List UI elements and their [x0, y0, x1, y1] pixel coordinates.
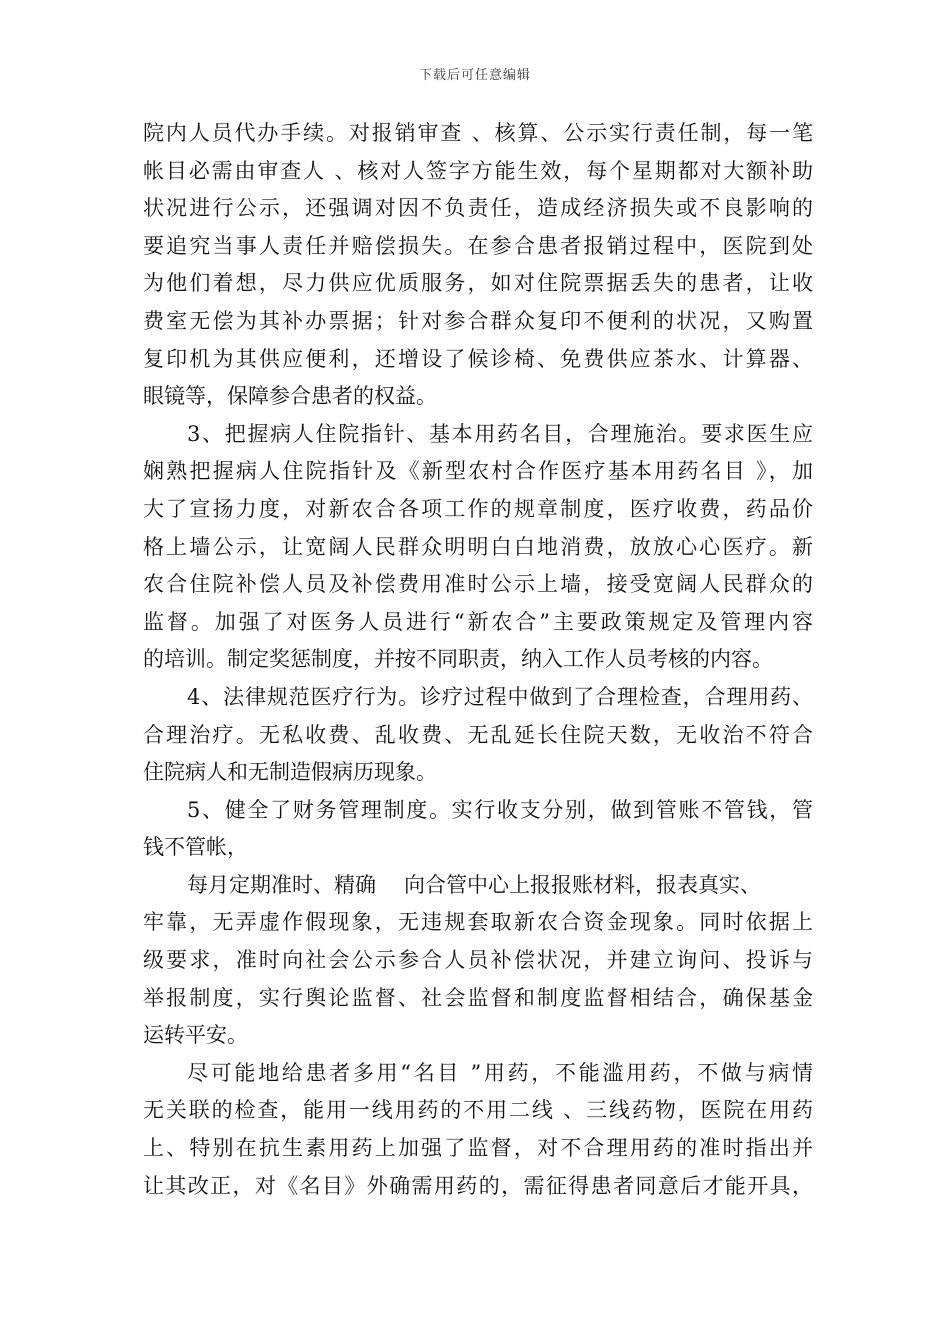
paragraph-start-line — [143, 867, 813, 905]
text-line: 上、特别在抗生素用药上加强了监督，对不合理用药的准时指出并 — [143, 1136, 813, 1161]
text-line: 钱不管帐， — [143, 835, 248, 860]
text-line: 运转平安。 — [143, 1023, 248, 1048]
paragraph-start-line: 3、把握病人住院指针、基本用药名目，合理施治。要求医生应 — [187, 421, 813, 446]
text-line: 农合住院补偿人员及补偿费用准时公示上墙，接受宽阔人民群众的 — [143, 572, 813, 597]
document-body — [143, 115, 813, 1205]
text-line: 院内人员代办手续。对报销审查 、核算、公示实行责任制，每一笔 — [143, 121, 813, 145]
text-line: 要追究当事人责任并赔偿损失。在参合患者报销过程中，医院到处 — [143, 233, 813, 258]
text-line: 费室无偿为其补办票据；针对参合群众复印不便利的状况，又购置 — [143, 308, 813, 333]
text-line: 牢靠，无弄虚作假现象，无违规套取新农合资金现象。同时依据上 — [143, 910, 813, 935]
text-line: 帐目必需由审查人 、核对人签字方能生效，每个星期都对大额补助 — [143, 158, 813, 183]
text-line: 监督。加强了对医务人员进行“新农合”主要政策规定及管理内容 — [143, 609, 813, 634]
text-segment: 每月定期准时、精确 — [187, 872, 376, 897]
text-line: 举报制度，实行舆论监督、社会监督和制度监督相结合，确保基金 — [143, 985, 813, 1010]
text-line: 住院病人和无制造假病历现象。 — [143, 760, 437, 785]
text-line: 娴熟把握病人住院指针及《新型农村合作医疗基本用药名目 》，加 — [143, 459, 813, 484]
page-header: 下载后可任意编辑 — [418, 68, 531, 83]
text-line: 为他们着想，尽力供应优质服务，如对住院票据丢失的患者，让收 — [143, 271, 813, 296]
text-line: 大了宣扬力度，对新农合各项工作的规章制度，医疗收费，药品价 — [143, 496, 813, 521]
text-line: 级要求，准时向社会公示参合人员补偿状况，并建立询问、投诉与 — [143, 948, 813, 973]
text-line: 让其改正，对《名目》外确需用药的，需征得患者同意后才能开具， — [143, 1173, 813, 1198]
text-line: 状况进行公示，还强调对因不负责任，造成经济损失或不良影响的 — [143, 196, 813, 221]
paragraph-start-line: 4、法律规范医疗行为。诊疗过程中做到了合理检查，合理用药、 — [187, 684, 813, 709]
text-line: 眼镜等，保障参合患者的权益。 — [143, 384, 437, 409]
text-line: 格上墙公示，让宽阔人民群众明明白白地消费，放放心心医疗。新 — [143, 534, 813, 559]
text-line: 合理治疗。无私收费、乱收费、无乱延长住院天数，无收治不符合 — [143, 722, 813, 747]
text-segment: 向合管中心上报报账材料，报表真实、 — [404, 872, 761, 897]
text-line: 无关联的检查，能用一线用药的不用二线 、三线药物，医院在用药 — [143, 1098, 813, 1123]
paragraph-start-line: 5、健全了财务管理制度。实行收支分别，做到管账不管钱，管 — [187, 797, 813, 822]
paragraph-start-line: 尽可能地给患者多用“名目 ”用药，不能滥用药，不做与病情 — [187, 1060, 813, 1085]
text-line: 复印机为其供应便利，还增设了候诊椅、免费供应茶水、计算器、 — [143, 346, 813, 371]
text-line: 的培训。制定奖惩制度，并按不同职责，纳入工作人员考核的内容。 — [143, 647, 773, 672]
